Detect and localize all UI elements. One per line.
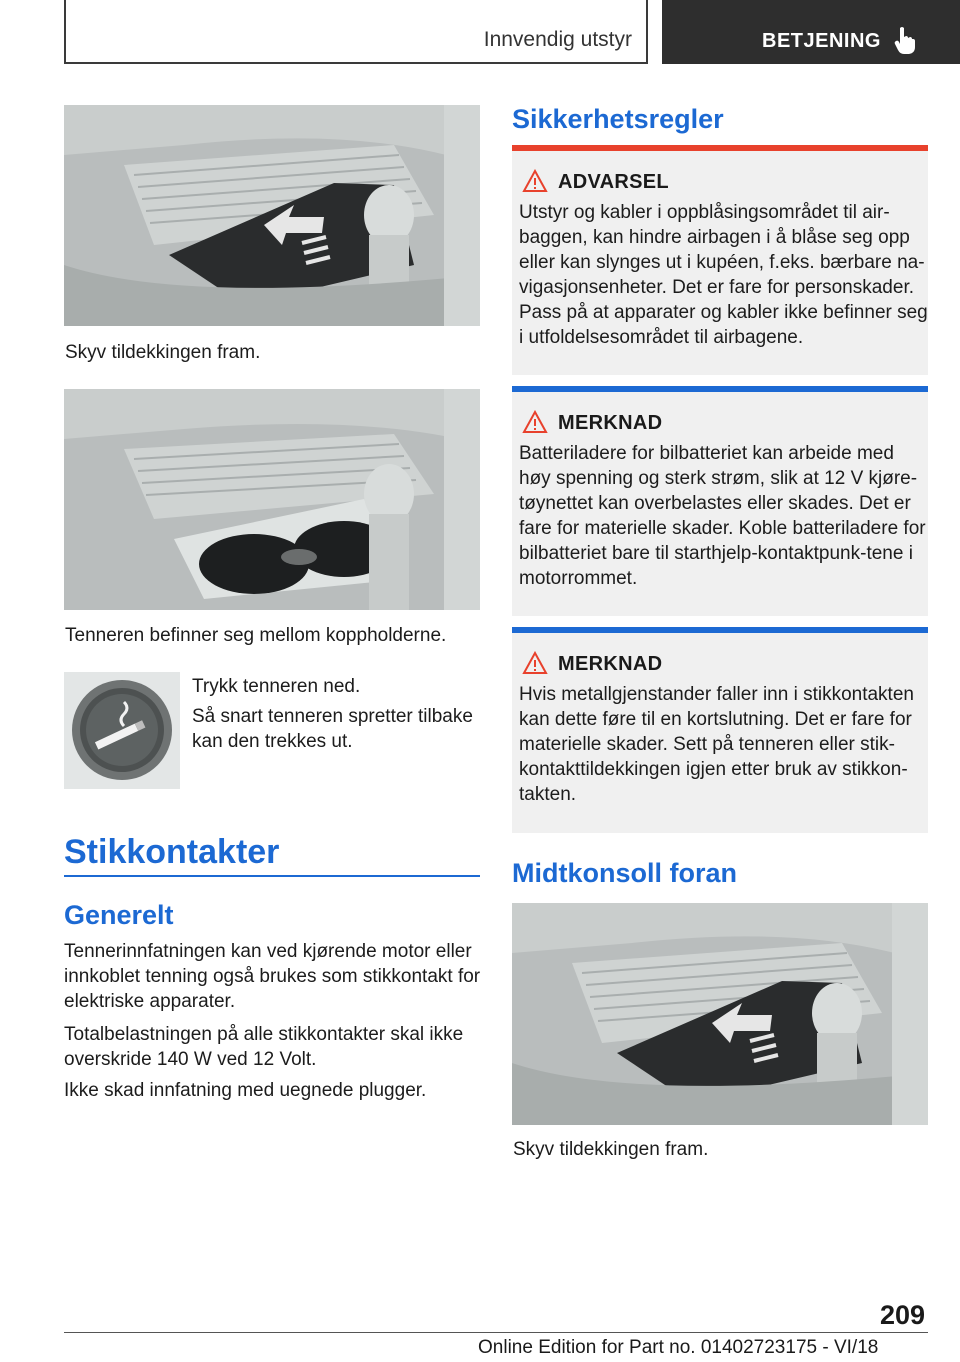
- notice-text-1: Batteriladere for bilbatteriet kan arbeide med høy spenning og sterk strøm, slik at 12 V kjøre-tøynettet kan overbelastes eller skades. Det er fare for materielle skader. Koble batteriladere for bilbatteriet bare til starthjelp-kontaktpunk-tene i motorrommet.: [519, 443, 926, 589]
- console-cover-image: [64, 105, 480, 326]
- caption-3: Skyv tildekkingen fram.: [513, 1139, 709, 1160]
- notice-box-1: [512, 386, 928, 616]
- header-section-box: [64, 0, 648, 64]
- hand-pointer-icon: [894, 26, 916, 54]
- caption-1: Skyv tildekkingen fram.: [65, 342, 261, 363]
- subheading-generelt: Generelt: [64, 900, 174, 930]
- notice-title-1: MERKNAD: [558, 412, 663, 434]
- notice-box-2: [512, 627, 928, 833]
- lighter-image: [64, 672, 180, 789]
- warning-bar: [512, 145, 928, 151]
- heading-rule: [64, 875, 480, 877]
- heading-stikkontakter: Stikkontakter: [64, 833, 280, 871]
- notice-title-2: MERKNAD: [558, 653, 663, 675]
- paragraph-2: Totalbelastningen på alle stikkontakter skal ikke overskride 140 W ved 12 Volt.: [64, 1024, 464, 1070]
- warning-text: Utstyr og kabler i oppblåsingsområdet til air-baggen, kan hindre airbagen i å blåse seg opp eller kan slynges ut i kupéen, f.eks. bærbare na-vigasjonsenheter. Det er fare for personskader. Pass på at apparater og kabler ikke befinner seg i utfoldelsesområdet til airbagene.: [519, 202, 928, 348]
- paragraph-3: Ikke skad innfatning med uegnede plugger.: [64, 1080, 427, 1101]
- paragraph-1: Tennerinnfatningen kan ved kjørende motor eller innkoblet tenning også brukes som stikkontakt for elektriske apparater.: [64, 941, 481, 1012]
- lighter-press-text: Trykk tenneren ned.: [192, 676, 361, 697]
- page-number: 209: [880, 1300, 926, 1330]
- warning-triangle-icon: [522, 410, 548, 434]
- notice-text-2: Hvis metallgjenstander faller inn i stikkontakten kan dette føre til en kortslutning. Det er fare for materielle skader. Sett på tenneren eller stik-kontakttildekkingen igjen etter bruk av stikkon-takten.: [519, 684, 914, 805]
- header-chapter-title: BETJENING: [762, 30, 881, 52]
- cigarette-lighter-icon: [64, 672, 180, 789]
- cupholders-image: [64, 389, 480, 610]
- header-section-title: Innvendig utstyr: [483, 28, 632, 51]
- console-cover-image-2: [512, 903, 928, 1125]
- footer-rule: [64, 1332, 928, 1333]
- notice-bar-1: [512, 386, 928, 392]
- warning-triangle-icon: [522, 651, 548, 675]
- header-chapter-box: [662, 0, 960, 64]
- caption-2: Tenneren befinner seg mellom koppholderne.: [65, 625, 447, 646]
- warning-triangle-icon: [522, 169, 548, 193]
- heading-sikkerhetsregler: Sikkerhetsregler: [512, 104, 724, 134]
- warning-box: [512, 145, 928, 375]
- warning-title: ADVARSEL: [558, 171, 669, 193]
- notice-bar-2: [512, 627, 928, 633]
- subheading-midtkonsoll: Midtkonsoll foran: [512, 858, 737, 888]
- footer-edition: Online Edition for Part no. 01402723175 - VI/18: [478, 1337, 879, 1358]
- lighter-pop-text: Så snart tenneren spretter tilbake kan den trekkes ut.: [192, 706, 473, 752]
